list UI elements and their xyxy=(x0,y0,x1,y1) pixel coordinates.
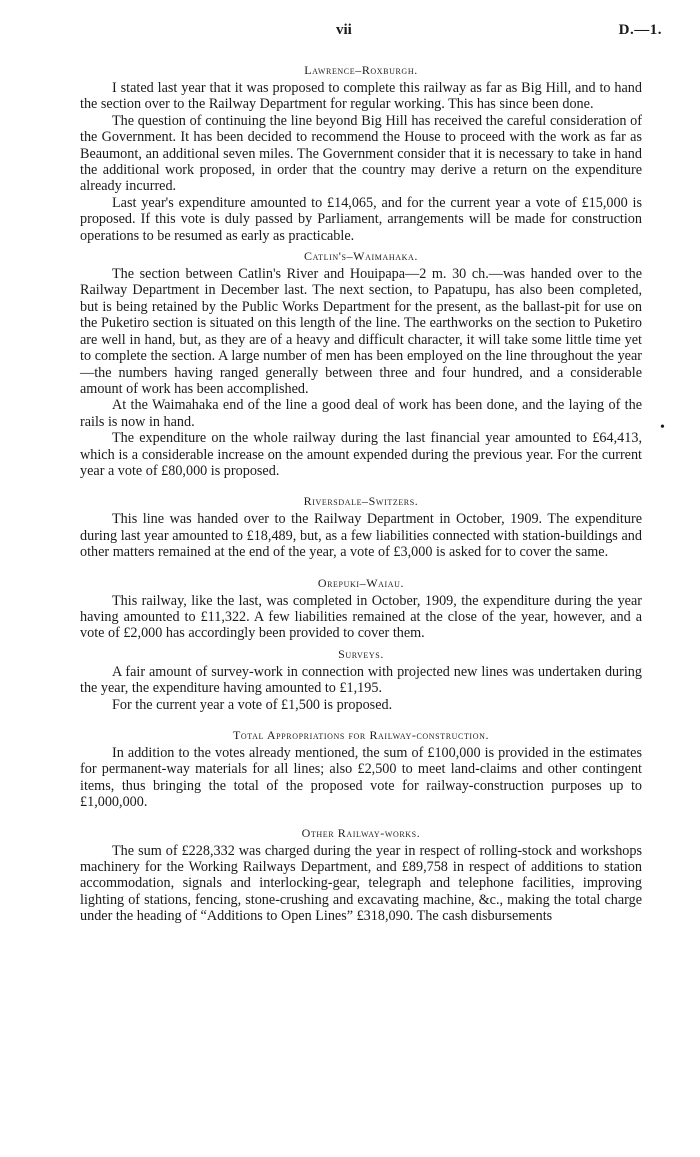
paragraph: A fair amount of survey-work in connection with projected new lines was undertaken during the year, the expenditure having amounted to £1,195. xyxy=(80,663,642,697)
page-header xyxy=(0,22,700,46)
paragraph: The section between Catlin's River and Houipapa—2 m. 30 ch.—was handed over to the Railway Department in December last. The next section, to Papatupu, has also been completed, but is being retained by the Public Works Department for the present, as the ballast-pit for use on the Puketiro section is situated on this length of the line. The earthworks on the section to Puketiro are well in hand, but, as they are of a heavy and difficult character, it will take some little time yet to complete the section. A large number of men has been employed on the line throughout the year—the numbers having ranged generally between three and four hundred, and a considerable amount of work has been accomplished. xyxy=(80,266,642,397)
paragraph: This line was handed over to the Railway Department in October, 1909. The expenditure during last year amounted to £18,489, but, as a few liabilities connected with station-buildings and other matters remained at the end of the year, a vote of £3,000 is asked for to cover the same. xyxy=(80,511,642,561)
margin-mark: • xyxy=(660,420,665,435)
section-total-appropriations xyxy=(80,727,642,811)
paragraph: Last year's expenditure amounted to £14,065, and for the current year a vote of £15,000 is proposed. If this vote is duly passed by Parliament, arrangements will be made for construction operations to be resumed as early as practicable. xyxy=(80,194,642,244)
section-heading: Lawrence–Roxburgh. xyxy=(304,63,418,77)
section-riversdale-switzers xyxy=(80,493,642,560)
paragraph: The expenditure on the whole railway during the last financial year amounted to £64,413, which is a considerable increase on the amount expended during the previous year. For the current year a vote of £80,000 is proposed. xyxy=(80,430,642,479)
document-reference: D.—1. xyxy=(618,22,662,38)
section-heading: Catlin's–Waimahaka. xyxy=(304,249,418,264)
section-heading: Surveys. xyxy=(338,646,384,661)
paragraph: At the Waimahaka end of the line a good deal of work has been done, and the laying of the rails is now in hand. xyxy=(80,397,642,430)
section-surveys xyxy=(80,646,642,713)
paragraph: I stated last year that it was proposed to complete this railway as far as Big Hill, and to hand the section over to the Railway Department for regular working. This has since been done. xyxy=(80,80,642,113)
page-number: vii xyxy=(336,22,352,38)
paragraph: This railway, like the last, was completed in October, 1909, the expenditure during the year having amounted to £11,322. A few liabilities remained at the close of the year, however, and a vote of £2,000 has accordingly been provided to cover them. xyxy=(80,592,642,642)
section-lawrence-roxburgh xyxy=(80,62,642,244)
paragraph: In addition to the votes already mentioned, the sum of £100,000 is provided in the estimates for permanent-way materials for all lines; also £2,500 to meet land-claims and other contingent items, thus bringing the total of the proposed vote for railway-construction purposes up to £1,000,000. xyxy=(80,745,642,811)
paragraph: The sum of £228,332 was charged during the year in respect of rolling-stock and workshops machinery for the Working Railways Department, and £89,758 in respect of additions to station accommodation, signals and interlocking-gear, telegraph and telephone facilities, improving lighting of stations, fencing, stone-crushing and excavating machine, &c., making the total charge under the heading of “Additions to Open Lines” £318,090. The cash disbursements xyxy=(80,842,642,925)
section-orepuki-waiau xyxy=(80,575,642,642)
section-heading: Riversdale–Switzers. xyxy=(303,494,419,509)
section-catlins-waimahaka xyxy=(80,248,642,479)
paragraph: For the current year a vote of £1,500 is proposed. xyxy=(112,696,393,713)
section-heading: Total Appropriations for Railway-construction. xyxy=(232,728,490,742)
paragraph: The question of continuing the line beyond Big Hill has received the careful consideration of the Government. It has been decided to recommend the House to proceed with the work as far as Beaumont, an additional seven miles. The Government consider that it is necessary to take in hand the additional work proposed, in order that the country may derive a return on the expenditure already incurred. xyxy=(80,112,642,195)
section-other-railway-works xyxy=(80,825,642,925)
report-body xyxy=(80,58,642,925)
section-heading: Other Railway-works. xyxy=(301,825,421,840)
section-heading: Orepuki–Waiau. xyxy=(317,575,405,590)
